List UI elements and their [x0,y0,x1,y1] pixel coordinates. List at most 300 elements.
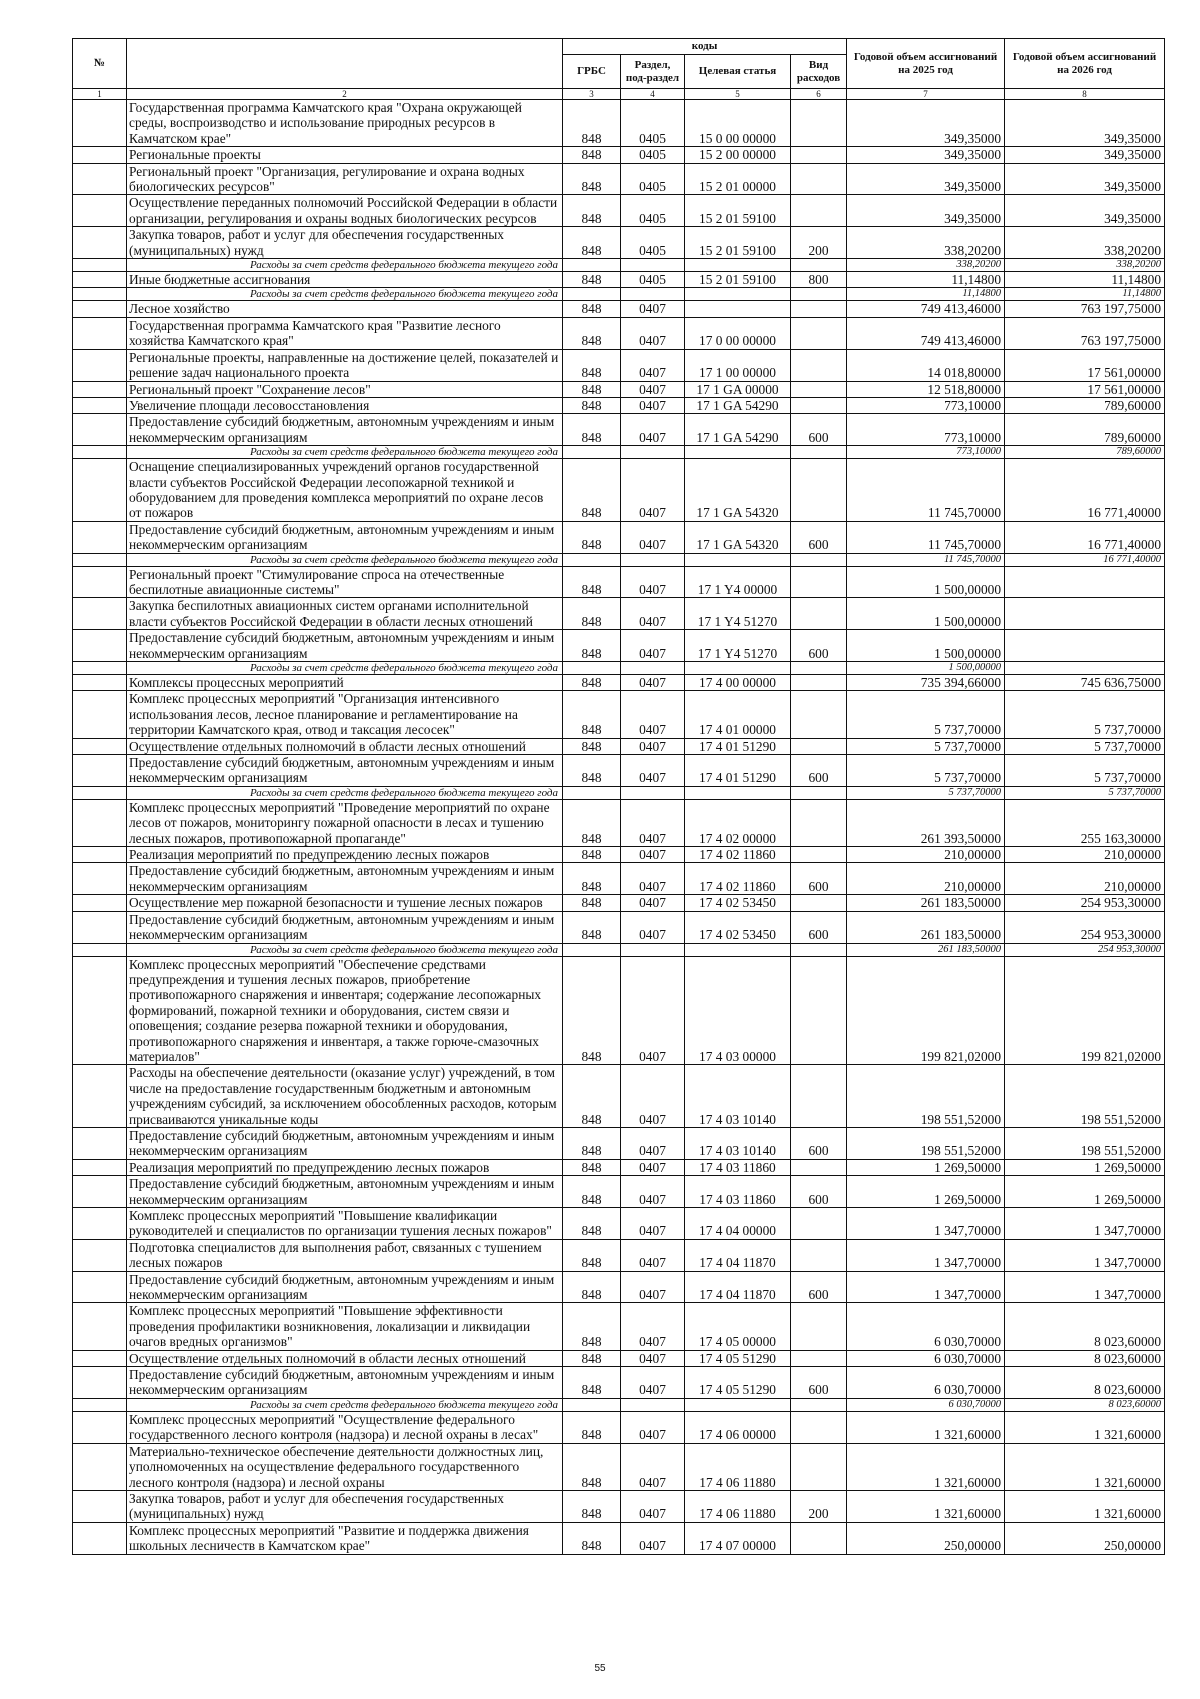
header-name [127,39,563,89]
expense-type-cell: 600 [791,1367,847,1399]
amount-2025-cell: 1 500,00000 [847,566,1005,598]
table-row [73,956,1165,1065]
expense-type-cell [791,317,847,349]
table-row [73,738,1165,754]
row-number-cell [73,317,127,349]
target-article-cell: 17 4 07 00000 [685,1522,791,1554]
expense-type-cell: 600 [791,521,847,553]
target-article-cell: 17 4 02 00000 [685,799,791,846]
amount-2025-cell: 5 737,70000 [847,738,1005,754]
grbs-cell: 848 [563,414,621,446]
row-name-cell: Осуществление мер пожарной безопасности и тушение лесных пожаров [127,895,563,911]
amount-2026-cell: 17 561,00000 [1005,381,1165,397]
federal-budget-row [73,553,1165,566]
row-number-cell [73,691,127,738]
razdel-cell: 0407 [621,349,685,381]
grbs-cell: 848 [563,1522,621,1554]
target-article-cell: 17 4 04 00000 [685,1208,791,1240]
row-name-cell: Предоставление субсидий бюджетным, автономным учреждениям и иным некоммерческим организациям [127,1127,563,1159]
expense-type-cell [791,566,847,598]
razdel-cell [621,786,685,799]
grbs-cell: 848 [563,630,621,662]
amount-2026-cell: 254 953,30000 [1005,911,1165,943]
amount-2025-cell: 735 394,66000 [847,675,1005,691]
row-name-cell: Закупка товаров, работ и услуг для обеспечения государственных (муниципальных) нужд [127,1490,563,1522]
target-article-cell: 17 4 01 00000 [685,691,791,738]
grbs-cell: 848 [563,691,621,738]
target-article-cell [685,786,791,799]
razdel-cell: 0407 [621,1159,685,1175]
row-name-cell: Расходы за счет средств федерального бюджета текущего года [127,553,563,566]
row-number-cell [73,381,127,397]
amount-2026-cell: 16 771,40000 [1005,553,1165,566]
row-name-cell: Расходы за счет средств федерального бюджета текущего года [127,786,563,799]
razdel-cell: 0407 [621,397,685,413]
row-name-cell: Осуществление отдельных полномочий в области лесных отношений [127,1350,563,1366]
row-number-cell [73,755,127,787]
target-article-cell [685,259,791,272]
razdel-cell [621,1398,685,1411]
grbs-cell: 848 [563,863,621,895]
amount-2026-cell: 1 347,70000 [1005,1271,1165,1303]
target-article-cell [685,662,791,675]
row-number-cell [73,163,127,195]
table-row [73,163,1165,195]
amount-2025-cell: 210,00000 [847,863,1005,895]
row-name-cell: Региональный проект "Организация, регулирование и охрана водных биологических ресурсов" [127,163,563,195]
row-name-cell: Осуществление отдельных полномочий в области лесных отношений [127,738,563,754]
row-number-cell [73,227,127,259]
row-number-cell [73,553,127,566]
federal-budget-row [73,446,1165,459]
grbs-cell: 848 [563,301,621,317]
amount-2026-cell: 11,14800 [1005,272,1165,288]
table-row [73,755,1165,787]
target-article-cell: 17 4 03 10140 [685,1065,791,1128]
column-number: 7 [847,89,1005,100]
amount-2025-cell: 1 321,60000 [847,1490,1005,1522]
federal-budget-row [73,662,1165,675]
table-row [73,1271,1165,1303]
table-row [73,1127,1165,1159]
razdel-cell: 0407 [621,1490,685,1522]
row-number-cell [73,1367,127,1399]
amount-2026-cell: 199 821,02000 [1005,956,1165,1065]
target-article-cell: 15 2 01 59100 [685,272,791,288]
grbs-cell: 848 [563,272,621,288]
row-name-cell: Иные бюджетные ассигнования [127,272,563,288]
row-name-cell: Предоставление субсидий бюджетным, автономным учреждениям и иным некоммерческим организациям [127,863,563,895]
razdel-cell: 0407 [621,691,685,738]
table-row [73,1239,1165,1271]
razdel-cell: 0407 [621,1271,685,1303]
table-row [73,521,1165,553]
row-number-cell [73,943,127,956]
expense-type-cell [791,691,847,738]
row-number-cell [73,566,127,598]
expense-type-cell [791,147,847,163]
grbs-cell: 848 [563,1350,621,1366]
expense-type-cell: 600 [791,630,847,662]
table-row [73,566,1165,598]
table-row [73,675,1165,691]
target-article-cell: 17 1 Y4 51270 [685,598,791,630]
target-article-cell: 17 4 03 10140 [685,1127,791,1159]
target-article-cell: 17 1 GA 54290 [685,397,791,413]
amount-2025-cell: 261 183,50000 [847,895,1005,911]
amount-2026-cell: 198 551,52000 [1005,1065,1165,1128]
target-article-cell: 17 4 01 51290 [685,755,791,787]
row-number-cell [73,956,127,1065]
row-name-cell: Предоставление субсидий бюджетным, автономным учреждениям и иным некоммерческим организациям [127,911,563,943]
row-number-cell [73,847,127,863]
target-article-cell: 17 4 02 11860 [685,863,791,895]
amount-2026-cell: 210,00000 [1005,847,1165,863]
expense-type-cell [791,1208,847,1240]
table-row [73,895,1165,911]
column-number: 8 [1005,89,1165,100]
razdel-cell: 0407 [621,1303,685,1350]
grbs-cell: 848 [563,459,621,522]
expense-type-cell [791,459,847,522]
razdel-cell: 0407 [621,414,685,446]
table-row [73,1411,1165,1443]
amount-2025-cell: 6 030,70000 [847,1367,1005,1399]
expense-type-cell [791,786,847,799]
row-number-cell [73,738,127,754]
amount-2025-cell: 11,14800 [847,272,1005,288]
amount-2025-cell: 1 500,00000 [847,662,1005,675]
razdel-cell: 0407 [621,1411,685,1443]
target-article-cell [685,446,791,459]
row-name-cell: Реализация мероприятий по предупреждению лесных пожаров [127,847,563,863]
row-number-cell [73,1443,127,1490]
amount-2025-cell: 261 183,50000 [847,943,1005,956]
row-name-cell: Государственная программа Камчатского края "Охрана окружающей среды, воспроизводство и использование природных ресурсов в Камчатском крае" [127,100,563,147]
row-number-cell [73,446,127,459]
table-row [73,1522,1165,1554]
amount-2025-cell: 14 018,80000 [847,349,1005,381]
amount-2025-cell: 773,10000 [847,397,1005,413]
amount-2026-cell: 8 023,60000 [1005,1398,1165,1411]
table-row [73,1176,1165,1208]
grbs-cell: 848 [563,195,621,227]
amount-2026-cell: 1 269,50000 [1005,1176,1165,1208]
amount-2026-cell: 1 321,60000 [1005,1490,1165,1522]
razdel-cell: 0407 [621,459,685,522]
table-row [73,195,1165,227]
target-article-cell: 17 4 06 11880 [685,1490,791,1522]
header-number: № [73,39,127,89]
razdel-cell: 0407 [621,1239,685,1271]
table-row [73,598,1165,630]
expense-type-cell [791,446,847,459]
amount-2025-cell: 1 269,50000 [847,1176,1005,1208]
target-article-cell [685,943,791,956]
target-article-cell: 17 1 GA 54320 [685,459,791,522]
target-article-cell: 17 4 03 11860 [685,1159,791,1175]
row-number-cell [73,1159,127,1175]
table-row [73,272,1165,288]
row-name-cell: Закупка товаров, работ и услуг для обеспечения государственных (муниципальных) нужд [127,227,563,259]
amount-2025-cell: 210,00000 [847,847,1005,863]
amount-2025-cell: 349,35000 [847,163,1005,195]
column-number-row [73,89,1165,100]
amount-2025-cell: 1 347,70000 [847,1271,1005,1303]
row-name-cell: Региональный проект "Стимулирование спроса на отечественные беспилотные авиационные системы" [127,566,563,598]
grbs-cell: 848 [563,675,621,691]
grbs-cell [563,662,621,675]
amount-2026-cell: 1 347,70000 [1005,1208,1165,1240]
grbs-cell: 848 [563,1239,621,1271]
amount-2026-cell: 349,35000 [1005,195,1165,227]
razdel-cell: 0407 [621,1443,685,1490]
expense-type-cell [791,349,847,381]
expense-type-cell [791,956,847,1065]
row-name-cell: Осуществление переданных полномочий Российской Федерации в области организации, регулирования и охраны водных биологических ресурсов [127,195,563,227]
target-article-cell: 17 1 GA 54290 [685,414,791,446]
row-number-cell [73,1271,127,1303]
razdel-cell: 0407 [621,301,685,317]
expense-type-cell [791,288,847,301]
razdel-cell: 0407 [621,911,685,943]
table-row [73,847,1165,863]
amount-2026-cell: 8 023,60000 [1005,1303,1165,1350]
row-number-cell [73,895,127,911]
amount-2026-cell: 254 953,30000 [1005,943,1165,956]
row-number-cell [73,1239,127,1271]
amount-2026-cell: 254 953,30000 [1005,895,1165,911]
expense-type-cell: 600 [791,863,847,895]
amount-2025-cell: 1 347,70000 [847,1239,1005,1271]
grbs-cell: 848 [563,1490,621,1522]
row-name-cell: Комплекс процессных мероприятий "Организация интенсивного использования лесов, лесное планирование и регламентирование на территории Камчатского края, отвод и таксация лесосек" [127,691,563,738]
target-article-cell [685,301,791,317]
amount-2025-cell: 349,35000 [847,100,1005,147]
table-row [73,349,1165,381]
row-number-cell [73,195,127,227]
row-number-cell [73,414,127,446]
razdel-cell: 0407 [621,675,685,691]
table-row [73,1490,1165,1522]
expense-type-cell: 600 [791,1271,847,1303]
grbs-cell: 848 [563,317,621,349]
row-name-cell: Региональные проекты [127,147,563,163]
table-row [73,1159,1165,1175]
row-name-cell: Региональные проекты, направленные на достижение целей, показателей и решение задач национального проекта [127,349,563,381]
grbs-cell: 848 [563,738,621,754]
expense-type-cell [791,553,847,566]
table-row [73,147,1165,163]
amount-2025-cell: 1 321,60000 [847,1411,1005,1443]
row-name-cell: Расходы за счет средств федерального бюджета текущего года [127,288,563,301]
razdel-cell: 0407 [621,1065,685,1128]
amount-2025-cell: 5 737,70000 [847,691,1005,738]
row-number-cell [73,911,127,943]
row-name-cell: Комплекс процессных мероприятий "Развитие и поддержка движения школьных лесничеств в Камчатском крае" [127,1522,563,1554]
target-article-cell: 17 4 03 00000 [685,956,791,1065]
amount-2026-cell: 763 197,75000 [1005,301,1165,317]
row-number-cell [73,521,127,553]
table-row [73,1443,1165,1490]
amount-2025-cell: 1 500,00000 [847,598,1005,630]
razdel-cell: 0407 [621,755,685,787]
expense-type-cell: 800 [791,272,847,288]
target-article-cell: 15 0 00 00000 [685,100,791,147]
table-row [73,317,1165,349]
page-number: 55 [594,1663,606,1674]
target-article-cell: 17 1 00 00000 [685,349,791,381]
expense-type-cell [791,738,847,754]
row-number-cell [73,1350,127,1366]
budget-table [72,38,1165,1555]
row-name-cell: Материально-техническое обеспечение деятельности должностных лиц, уполномоченных на осуществление федерального государственного лесного контроля (надзора) и лесной охраны [127,1443,563,1490]
amount-2026-cell: 16 771,40000 [1005,459,1165,522]
amount-2025-cell: 199 821,02000 [847,956,1005,1065]
razdel-cell [621,288,685,301]
amount-2025-cell: 6 030,70000 [847,1398,1005,1411]
row-number-cell [73,1208,127,1240]
column-number: 6 [791,89,847,100]
grbs-cell: 848 [563,1443,621,1490]
amount-2025-cell: 11,14800 [847,288,1005,301]
razdel-cell: 0407 [621,799,685,846]
amount-2025-cell: 1 500,00000 [847,630,1005,662]
row-number-cell [73,1490,127,1522]
budget-table-sheet [72,38,1164,1555]
amount-2026-cell: 338,20200 [1005,227,1165,259]
target-article-cell: 17 4 06 00000 [685,1411,791,1443]
row-number-cell [73,1176,127,1208]
row-name-cell: Предоставление субсидий бюджетным, автономным учреждениям и иным некоммерческим организациям [127,1271,563,1303]
expense-type-cell [791,259,847,272]
target-article-cell: 15 2 01 59100 [685,195,791,227]
grbs-cell [563,553,621,566]
amount-2026-cell: 1 321,60000 [1005,1411,1165,1443]
grbs-cell: 848 [563,799,621,846]
table-row [73,227,1165,259]
row-number-cell [73,259,127,272]
federal-budget-row [73,1398,1165,1411]
row-number-cell [73,1398,127,1411]
grbs-cell: 848 [563,1127,621,1159]
amount-2026-cell [1005,630,1165,662]
target-article-cell: 17 4 06 11880 [685,1443,791,1490]
target-article-cell: 17 4 01 51290 [685,738,791,754]
razdel-cell: 0407 [621,1367,685,1399]
target-article-cell: 15 2 00 00000 [685,147,791,163]
amount-2026-cell: 349,35000 [1005,147,1165,163]
amount-2025-cell: 349,35000 [847,147,1005,163]
grbs-cell: 848 [563,1303,621,1350]
expense-type-cell [791,195,847,227]
expense-type-cell [791,301,847,317]
table-row [73,414,1165,446]
row-name-cell: Расходы за счет средств федерального бюджета текущего года [127,943,563,956]
razdel-cell: 0405 [621,163,685,195]
column-number: 1 [73,89,127,100]
row-number-cell [73,1411,127,1443]
amount-2025-cell: 198 551,52000 [847,1065,1005,1128]
expense-type-cell [791,675,847,691]
amount-2025-cell: 1 321,60000 [847,1443,1005,1490]
amount-2026-cell: 349,35000 [1005,163,1165,195]
target-article-cell: 17 4 05 51290 [685,1350,791,1366]
expense-type-cell [791,1159,847,1175]
grbs-cell: 848 [563,911,621,943]
expense-type-cell [791,598,847,630]
header-razdel: Раздел, под-раздел [621,55,685,89]
expense-type-cell [791,1065,847,1128]
amount-2025-cell: 11 745,70000 [847,521,1005,553]
razdel-cell: 0407 [621,630,685,662]
razdel-cell [621,662,685,675]
expense-type-cell [791,1398,847,1411]
grbs-cell: 848 [563,227,621,259]
amount-2026-cell: 11,14800 [1005,288,1165,301]
grbs-cell [563,1398,621,1411]
row-number-cell [73,459,127,522]
row-name-cell: Предоставление субсидий бюджетным, автономным учреждениям и иным некоммерческим организациям [127,1367,563,1399]
razdel-cell: 0407 [621,598,685,630]
expense-type-cell: 600 [791,911,847,943]
amount-2025-cell: 11 745,70000 [847,459,1005,522]
table-row [73,1350,1165,1366]
razdel-cell: 0407 [621,1176,685,1208]
grbs-cell: 848 [563,381,621,397]
table-row [73,1208,1165,1240]
amount-2026-cell: 763 197,75000 [1005,317,1165,349]
target-article-cell: 15 2 01 59100 [685,227,791,259]
row-name-cell: Комплекс процессных мероприятий "Повышение эффективности проведения профилактики возникновения, локализации и ликвидации очагов вредных организмов" [127,1303,563,1350]
row-number-cell [73,630,127,662]
row-name-cell: Реализация мероприятий по предупреждению лесных пожаров [127,1159,563,1175]
razdel-cell: 0407 [621,847,685,863]
row-name-cell: Расходы на обеспечение деятельности (оказание услуг) учреждений, в том числе на предоставление государственным бюджетным и автономным учреждениям субсидий, за исключением обособленных расходов, которым присваиваются уникальные коды [127,1065,563,1128]
amount-2026-cell: 5 737,70000 [1005,738,1165,754]
expense-type-cell: 600 [791,414,847,446]
expense-type-cell [791,1350,847,1366]
amount-2026-cell: 255 163,30000 [1005,799,1165,846]
expense-type-cell [791,163,847,195]
amount-2026-cell: 210,00000 [1005,863,1165,895]
razdel-cell: 0407 [621,738,685,754]
row-number-cell [73,288,127,301]
column-number: 2 [127,89,563,100]
target-article-cell [685,1398,791,1411]
header-tselevaya: Целевая статья [685,55,791,89]
row-name-cell: Комплекс процессных мероприятий "Повышение квалификации руководителей и специалистов по организации тушения лесных пожаров" [127,1208,563,1240]
expense-type-cell [791,799,847,846]
amount-2025-cell: 338,20200 [847,259,1005,272]
amount-2026-cell: 789,60000 [1005,414,1165,446]
row-number-cell [73,1303,127,1350]
amount-2026-cell [1005,566,1165,598]
amount-2025-cell: 5 737,70000 [847,786,1005,799]
target-article-cell: 17 4 04 11870 [685,1271,791,1303]
target-article-cell: 17 4 02 11860 [685,847,791,863]
row-number-cell [73,397,127,413]
table-row [73,1303,1165,1350]
row-number-cell [73,1522,127,1554]
grbs-cell [563,446,621,459]
expense-type-cell [791,895,847,911]
target-article-cell: 17 1 Y4 00000 [685,566,791,598]
target-article-cell: 17 4 02 53450 [685,911,791,943]
grbs-cell: 848 [563,566,621,598]
razdel-cell [621,259,685,272]
grbs-cell: 848 [563,349,621,381]
